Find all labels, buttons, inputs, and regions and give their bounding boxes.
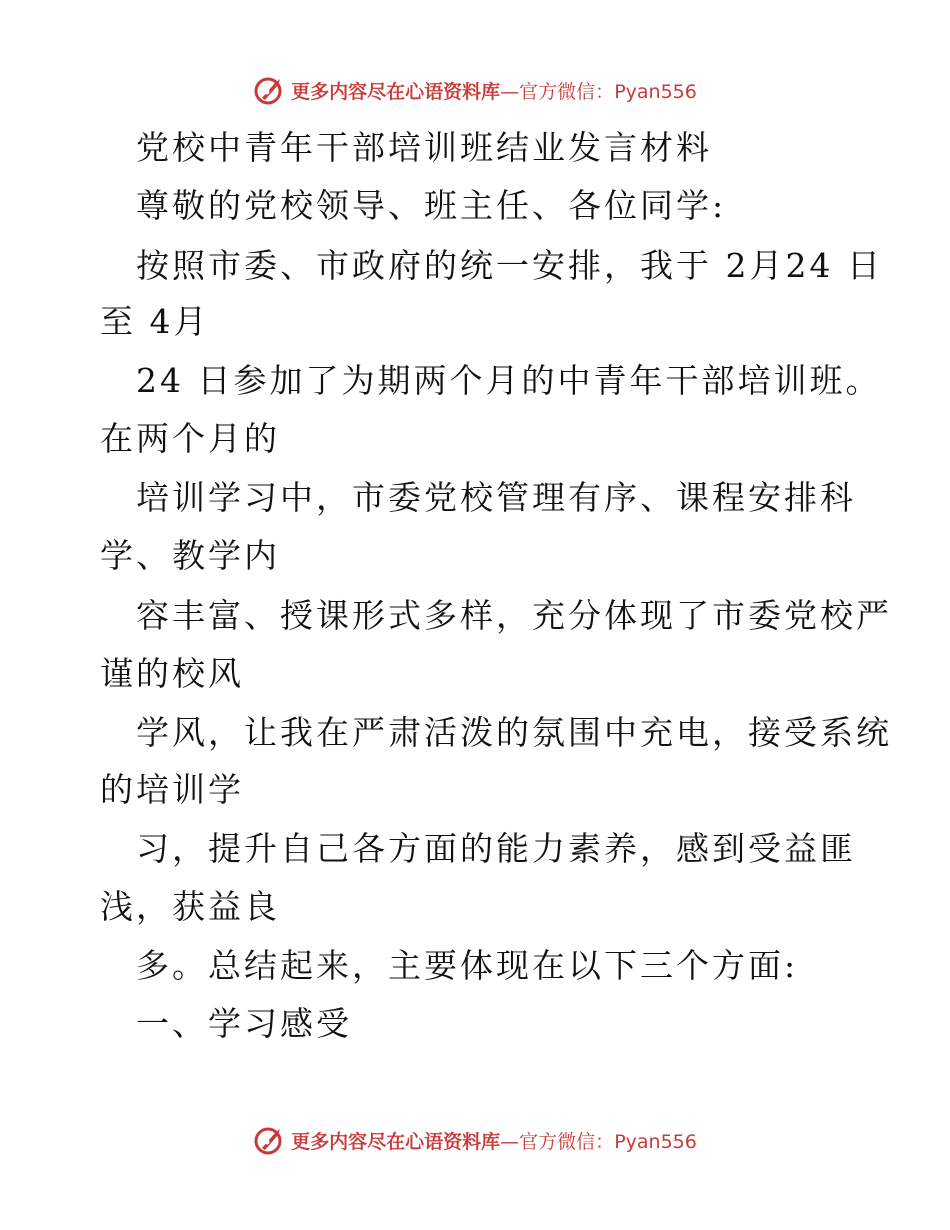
paragraph-line: 培训学习中，市委党校管理有序、课程安排科 bbox=[136, 478, 856, 517]
paragraph-line: 浅，获益良 bbox=[100, 887, 280, 926]
header-watermark bbox=[0, 70, 950, 110]
salutation: 尊敬的党校领导、班主任、各位同学: bbox=[136, 186, 727, 225]
paragraph-line: 按照市委、市政府的统一安排，我于 2月24 日 bbox=[136, 246, 883, 285]
document-title: 党校中青年干部培训班结业发言材料 bbox=[136, 128, 712, 167]
paragraph-line: 习，提升自己各方面的能力素养，感到受益匪 bbox=[136, 829, 856, 868]
pen-logo-icon bbox=[253, 1123, 287, 1157]
paragraph-line: 学、教学内 bbox=[100, 536, 280, 575]
watermark-text: 更多内容尽在心语资料库—官方微信：Pyan556 bbox=[291, 80, 697, 103]
paragraph-line: 多。总结起来，主要体现在以下三个方面: bbox=[136, 946, 799, 985]
paragraph-line: 学风，让我在严肃活泼的氛围中充电，接受系统 bbox=[136, 713, 892, 752]
section-heading: 一、学习感受 bbox=[136, 1004, 352, 1043]
paragraph-line: 容丰富、授课形式多样，充分体现了市委党校严 bbox=[136, 596, 892, 635]
footer-watermark bbox=[0, 1120, 950, 1160]
paragraph-line: 至 4月 bbox=[100, 302, 210, 341]
watermark-text: 更多内容尽在心语资料库—官方微信：Pyan556 bbox=[291, 1130, 697, 1153]
pen-logo-icon bbox=[253, 73, 287, 107]
paragraph-line: 谨的校风 bbox=[100, 654, 244, 693]
paragraph-line: 的培训学 bbox=[100, 770, 244, 809]
paragraph-line: 24 日参加了为期两个月的中青年干部培训班。 bbox=[136, 361, 882, 400]
paragraph-line: 在两个月的 bbox=[100, 419, 280, 458]
